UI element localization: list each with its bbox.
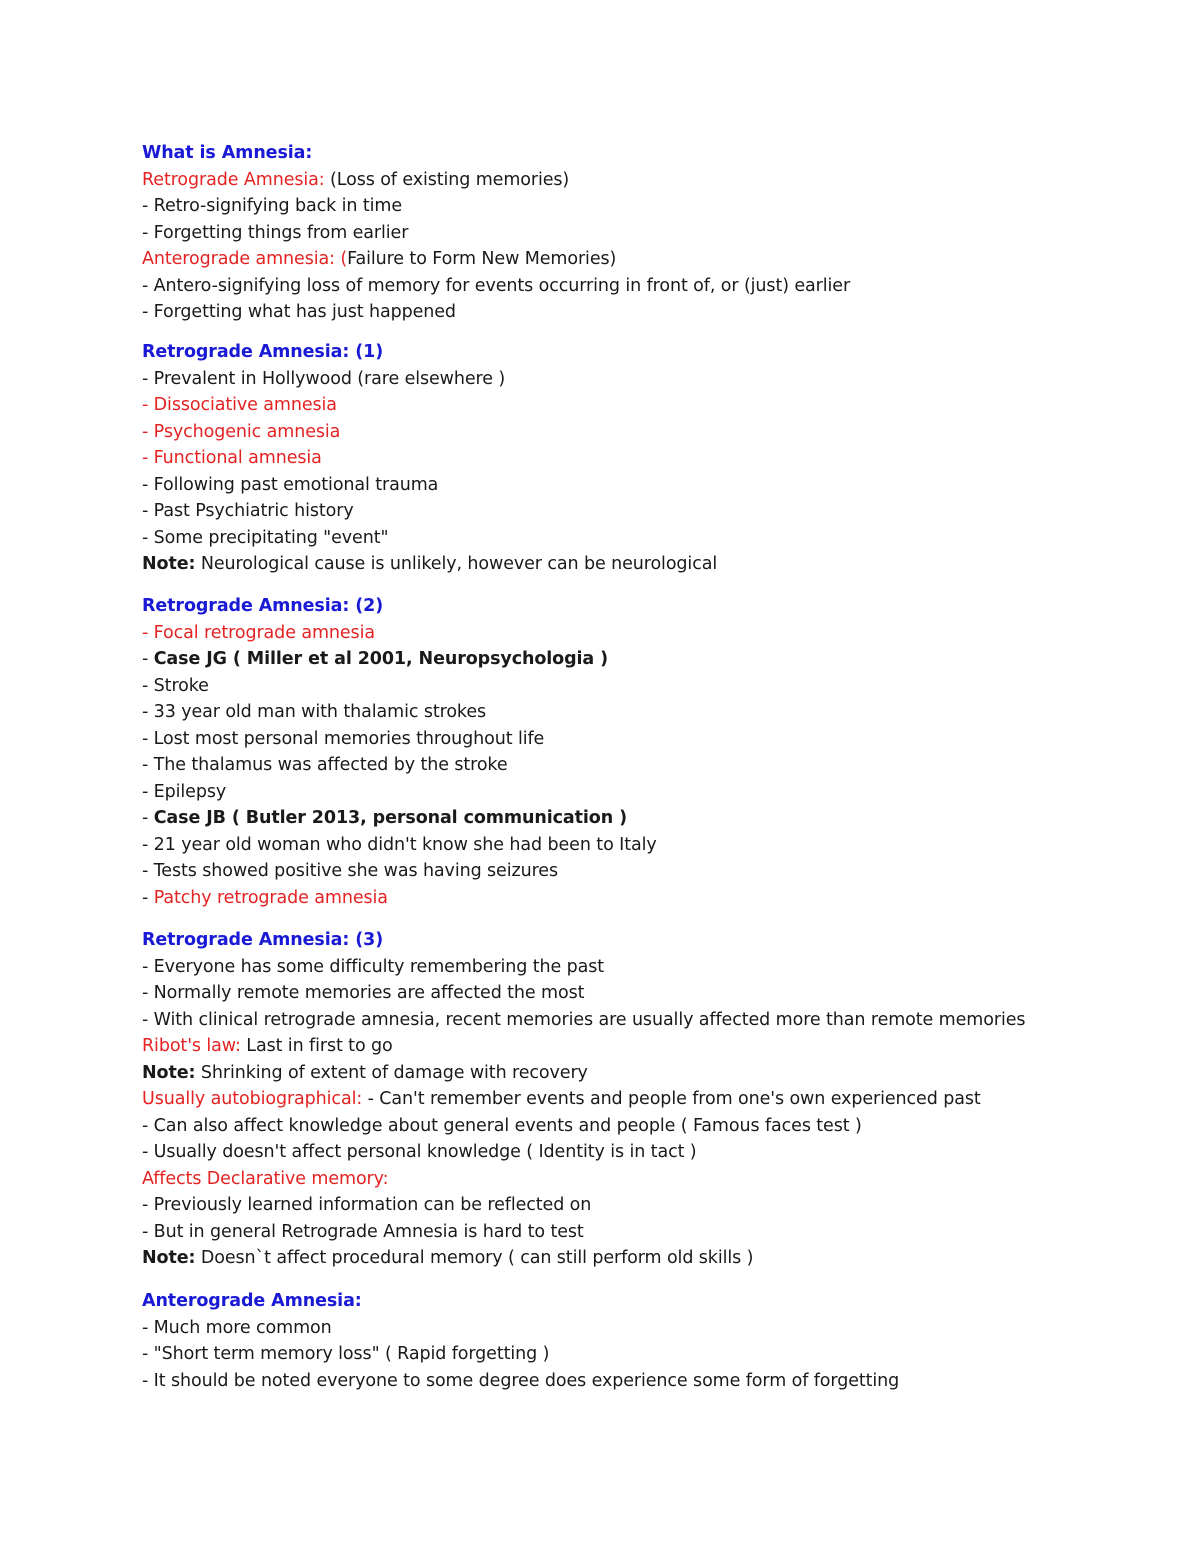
text-line [142,445,1142,472]
bold-text: Note: [142,554,196,574]
text-line [142,699,1142,726]
text-line [142,1219,1142,1246]
text-line [142,299,1142,326]
text-segment: - Can't remember events and people from one's own experienced past [362,1089,981,1109]
text-segment: - Epilepsy [142,781,227,802]
text-line [142,885,1142,912]
text-segment: - 21 year old woman who didn't know she had been to Italy [142,834,657,855]
text-segment: - [142,649,154,669]
text-segment: - But in general Retrograde Amnesia is hard to test [142,1221,584,1242]
text-line [142,1113,1142,1140]
text-segment: - With clinical retrograde amnesia, recent memories are usually affected more than remote memories [142,1009,1026,1030]
section-heading: Retrograde Amnesia: (2) [142,596,384,616]
text-line [142,1192,1142,1219]
text-line [142,366,1142,393]
text-line [142,220,1142,247]
text-line [142,1315,1142,1342]
text-segment: - Normally remote memories are affected the most [142,983,585,1003]
highlighted-term: Retrograde Amnesia: [142,169,331,190]
highlighted-term: - Focal retrograde amnesia [142,622,375,643]
text-segment: - Past Psychiatric history [142,501,354,521]
text-segment: - It should be noted everyone to some degree does experience some form of forgetting [142,1370,900,1391]
text-segment: - [142,808,154,828]
bold-text: Case JG ( Miller et al 2001, Neuropsychologia ) [153,649,609,669]
section-heading: Anterograde Amnesia: [142,1291,362,1311]
text-segment: - Usually doesn't affect personal knowledge ( Identity is in tact ) [142,1142,697,1162]
text-segment: - Prevalent in Hollywood (rare elsewhere ) [142,368,506,389]
highlighted-term: Patchy retrograde amnesia [153,887,388,908]
text-line [142,167,1142,194]
highlighted-term: Affects Declarative memory: [142,1168,389,1189]
text-line [142,752,1142,779]
text-segment: Last in first to go [240,1036,393,1056]
text-segment: - Some precipitating "event" [142,527,389,548]
section-heading: Retrograde Amnesia: (1) [142,342,384,362]
text-segment: - Retro-signifying back in time [142,196,403,216]
text-line [142,1033,1142,1060]
text-line [142,832,1142,859]
text-segment: Failure to Form New Memories) [347,249,617,269]
text-line [142,273,1142,300]
text-segment: Shrinking of extent of damage with recovery [195,1062,588,1083]
text-segment: - Can also affect knowledge about general events and people ( Famous faces test ) [142,1115,862,1136]
section-anterograde [142,1288,1142,1394]
text-line [142,1007,1142,1034]
text-line [142,419,1142,446]
text-segment: - Previously learned information can be reflected on [142,1195,592,1215]
text-segment: - Everyone has some difficulty remembering the past [142,956,605,977]
text-line [142,1166,1142,1193]
text-line [142,1086,1142,1113]
text-line [142,954,1142,981]
highlighted-term: Anterograde amnesia: ( [142,249,348,269]
section-heading: Retrograde Amnesia: (3) [142,930,384,950]
text-segment: - "Short term memory loss" ( Rapid forgetting ) [142,1344,550,1364]
highlighted-term: Ribot's law: [142,1036,241,1056]
text-segment: (Loss of existing memories) [330,169,570,190]
text-line [142,673,1142,700]
text-line [142,1139,1142,1166]
section-retrograde-2 [142,593,1142,911]
text-line [142,1341,1142,1368]
highlighted-term: - Functional amnesia [142,448,322,468]
bold-text: Case JB ( Butler 2013, personal communication ) [153,808,627,828]
text-line [142,858,1142,885]
text-line [142,980,1142,1007]
text-segment: - The thalamus was affected by the stroke [142,755,508,775]
text-segment: - Forgetting things from earlier [142,222,409,243]
text-line [142,1245,1142,1272]
highlighted-term: - Psychogenic amnesia [142,421,341,442]
text-line [142,805,1142,832]
bold-text: Note: [142,1062,196,1083]
section-what-is-amnesia [142,140,1142,326]
section-retrograde-3 [142,927,1142,1272]
text-line [142,392,1142,419]
bold-text: Note: [142,1248,196,1268]
text-line [142,525,1142,552]
text-line [142,1368,1142,1395]
text-line [142,620,1142,647]
text-line [142,472,1142,499]
text-line [142,779,1142,806]
section-retrograde-1 [142,339,1142,578]
text-segment: - Forgetting what has just happened [142,302,456,322]
highlighted-term: - Dissociative amnesia [142,395,337,415]
text-segment: - Antero-signifying loss of memory for events occurring in front of, or (just) earlier [142,275,851,296]
text-segment: - [142,887,154,908]
text-line [142,246,1142,273]
text-segment: Neurological cause is unlikely, however can be neurological [195,554,718,574]
text-line [142,646,1142,673]
text-segment: - Stroke [142,675,209,696]
text-segment: - 33 year old man with thalamic strokes [142,702,487,722]
highlighted-term: Usually autobiographical: [142,1089,363,1109]
text-segment: - Much more common [142,1317,332,1338]
text-segment: - Tests showed positive she was having seizures [142,861,558,881]
text-line [142,498,1142,525]
text-segment: - Lost most personal memories throughout life [142,728,545,749]
text-line [142,1060,1142,1087]
section-heading: What is Amnesia: [142,143,313,163]
text-line [142,193,1142,220]
text-line [142,726,1142,753]
text-segment: Doesn`t affect procedural memory ( can still perform old skills ) [195,1248,754,1268]
text-line [142,551,1142,578]
text-segment: - Following past emotional trauma [142,474,439,495]
